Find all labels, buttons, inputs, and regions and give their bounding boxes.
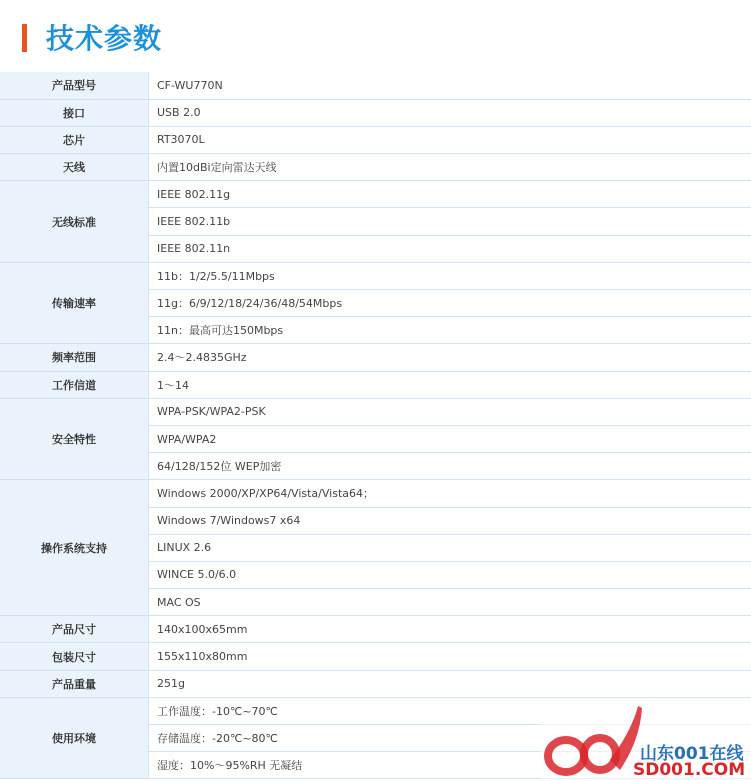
row-label: 产品重量 <box>0 670 149 697</box>
row-value: Windows 7/Windows7 x64 <box>149 507 751 534</box>
spec-table <box>0 72 751 779</box>
watermark-text-en: SD001.COM <box>633 760 746 780</box>
table-row <box>0 126 751 153</box>
row-value: IEEE 802.11b <box>149 208 751 235</box>
row-value: 251g <box>149 670 751 697</box>
row-value: 2.4～2.4835GHz <box>149 344 751 371</box>
row-value: 11b：1/2/5.5/11Mbps <box>149 262 751 289</box>
row-value: 11g：6/9/12/18/24/36/48/54Mbps <box>149 290 751 317</box>
row-value: WINCE 5.0/6.0 <box>149 561 751 588</box>
row-value: IEEE 802.11n <box>149 235 751 262</box>
row-value: 1～14 <box>149 371 751 398</box>
table-row <box>0 344 751 371</box>
row-label: 产品型号 <box>0 72 149 99</box>
row-label: 工作信道 <box>0 371 149 398</box>
row-value: Windows 2000/XP/XP64/Vista/Vista64； <box>149 480 751 507</box>
row-value: WPA/WPA2 <box>149 425 751 452</box>
row-label: 使用环境 <box>0 697 149 779</box>
spec-table-body <box>0 72 751 779</box>
table-row <box>0 616 751 643</box>
row-value: 64/128/152位 WEP加密 <box>149 453 751 480</box>
row-label: 芯片 <box>0 126 149 153</box>
row-label: 传输速率 <box>0 262 149 344</box>
row-value: MAC OS <box>149 589 751 616</box>
row-value: 存储温度：-20℃~80℃ <box>149 725 751 752</box>
section-header <box>0 0 751 73</box>
row-label: 安全特性 <box>0 398 149 480</box>
table-row <box>0 154 751 181</box>
row-label: 产品尺寸 <box>0 616 149 643</box>
row-label: 无线标准 <box>0 181 149 263</box>
row-label: 操作系统支持 <box>0 480 149 616</box>
page-title: 技术参数 <box>46 22 163 55</box>
row-value: 工作温度：-10℃~70℃ <box>149 697 751 724</box>
table-row <box>0 72 751 99</box>
row-value: 140x100x65mm <box>149 616 751 643</box>
row-value: WPA-PSK/WPA2-PSK <box>149 398 751 425</box>
table-row <box>0 371 751 398</box>
table-row <box>0 99 751 126</box>
row-value: RT3070L <box>149 126 751 153</box>
table-row <box>0 670 751 697</box>
row-value: 湿度：10%～95%RH 无凝结 <box>149 752 751 779</box>
watermark-text-cn: 山东001在线 <box>640 744 744 764</box>
row-value: LINUX 2.6 <box>149 534 751 561</box>
row-value: CF-WU770N <box>149 72 751 99</box>
row-label: 天线 <box>0 154 149 181</box>
row-label: 接口 <box>0 99 149 126</box>
table-row <box>0 181 751 208</box>
table-row <box>0 480 751 507</box>
row-value: 155x110x80mm <box>149 643 751 670</box>
row-label: 包装尺寸 <box>0 643 149 670</box>
row-value: 11n：最高可达150Mbps <box>149 317 751 344</box>
table-row <box>0 262 751 289</box>
row-value: IEEE 802.11g <box>149 181 751 208</box>
row-value: 内置10dBi定向雷达天线 <box>149 154 751 181</box>
row-label: 频率范围 <box>0 344 149 371</box>
header-accent-bar <box>22 24 27 52</box>
table-row <box>0 398 751 425</box>
row-value: USB 2.0 <box>149 99 751 126</box>
table-row <box>0 643 751 670</box>
